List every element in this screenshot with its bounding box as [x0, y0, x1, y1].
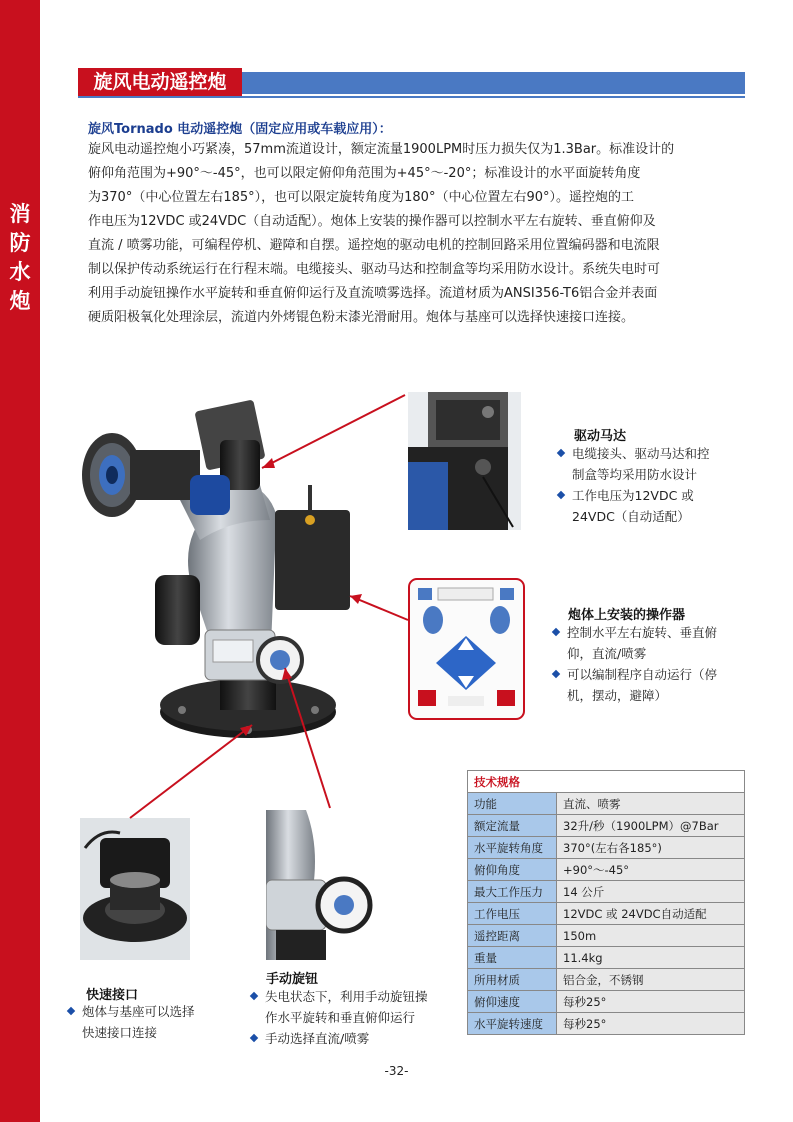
- list-item: 电缆接头、驱动马达和控 制盒等均采用防水设计: [556, 443, 756, 485]
- side-color-bar: [0, 0, 40, 1122]
- spec-value: 370°(左右各185°): [557, 837, 745, 859]
- spec-key: 工作电压: [468, 903, 557, 925]
- spec-value: 150m: [557, 925, 745, 947]
- table-row: [468, 925, 745, 947]
- table-row: [468, 1013, 745, 1035]
- spec-key: 最大工作压力: [468, 881, 557, 903]
- intro-line: 利用手动旋钮操作水平旋转和垂直俯仰运行及直流喷雾选择。流道材质为ANSI356-T6铝合金并表面: [88, 286, 658, 301]
- intro-paragraph: [88, 138, 738, 330]
- spec-key: 功能: [468, 793, 557, 815]
- spec-value: 铝合金，不锈钢: [557, 969, 745, 991]
- list-item: 手动选择直流/喷雾: [249, 1028, 459, 1049]
- list-item: 工作电压为12VDC 或 24VDC（自动适配）: [556, 485, 756, 527]
- quick-callout-list: [66, 1001, 236, 1043]
- spec-key: 额定流量: [468, 815, 557, 837]
- intro-line: 硬质阳极氧化处理涂层，流道内外烤锟色粉末漆光滑耐用。炮体与基座可以选择快速接口连接。: [88, 310, 635, 325]
- drive-motor-photo: [408, 392, 521, 530]
- motor-callout-list: [556, 443, 756, 527]
- table-row: [468, 991, 745, 1013]
- spec-value: 每秒25°: [557, 1013, 745, 1035]
- side-char: 防: [9, 231, 31, 255]
- intro-line: 制以保护传动系统运行在行程末端。电缆接头、驱动马达和控制盒等均采用防水设计。系统失电时可: [88, 262, 661, 277]
- table-row: [468, 969, 745, 991]
- spec-value: 每秒25°: [557, 991, 745, 1013]
- table-row: [468, 859, 745, 881]
- quick-connect-photo: [80, 818, 190, 960]
- spec-header-row: [468, 771, 745, 793]
- spec-key: 水平旋转速度: [468, 1013, 557, 1035]
- side-char: 炮: [9, 289, 31, 313]
- title-accent-bar: [242, 72, 745, 94]
- list-item: 控制水平左右旋转、垂直俯 仰，直流/喷雾: [551, 622, 751, 664]
- list-item: 失电状态下，利用手动旋钮操 作水平旋转和垂直俯仰运行: [249, 986, 459, 1028]
- spec-key: 俯仰角度: [468, 859, 557, 881]
- intro-line: 俯仰角范围为+90°～-45°，也可以限定俯仰角范围为+45°～-20°；标准设计的水平面旋转角度: [88, 166, 641, 181]
- table-row: [468, 815, 745, 837]
- spec-key: 俯仰速度: [468, 991, 557, 1013]
- product-subtitle: 旋风Tornado 电动遥控炮（固定应用或车载应用）：: [88, 122, 392, 137]
- spec-value: +90°～-45°: [557, 859, 745, 881]
- spec-title: 技术规格: [468, 771, 745, 793]
- intro-line: 为370°（中心位置左右185°），也可以限定旋转角度为180°（中心位置左右90°）。遥控炮的工: [88, 190, 634, 205]
- spec-value: 14 公斤: [557, 881, 745, 903]
- spec-key: 所用材质: [468, 969, 557, 991]
- quick-callout-title: 快速接口: [86, 988, 139, 1003]
- monitor-main-photo: [70, 380, 370, 770]
- title-underline: [78, 96, 745, 98]
- page-title: 旋风电动遥控炮: [78, 68, 242, 96]
- page-number: -32-: [384, 1064, 409, 1078]
- spec-key: 重量: [468, 947, 557, 969]
- list-item: 炮体与基座可以选择 快速接口连接: [66, 1001, 236, 1043]
- table-row: [468, 837, 745, 859]
- motor-callout-title: 驱动马达: [574, 429, 627, 444]
- side-char: 水: [9, 260, 31, 284]
- spec-value: 32升/秒（1900LPM）@7Bar: [557, 815, 745, 837]
- intro-line: 作电压为12VDC 或24VDC（自动适配）。炮体上安装的操作器可以控制水平左右旋转、垂直俯仰及: [88, 214, 656, 229]
- intro-line: 旋风电动遥控炮小巧紧凑，57mm流道设计，额定流量1900LPM时压力损失仅为1.3Bar。标准设计的: [88, 142, 675, 157]
- spec-value: 12VDC 或 24VDC自动适配: [557, 903, 745, 925]
- side-section-label: [0, 200, 40, 316]
- side-char: 消: [9, 202, 31, 226]
- spec-table: [467, 770, 745, 1035]
- operator-callout-list: [551, 622, 751, 706]
- knob-callout-title: 手动旋钮: [266, 972, 319, 987]
- spec-value: 直流、喷雾: [557, 793, 745, 815]
- operator-callout-title: 炮体上安装的操作器: [568, 608, 686, 623]
- list-item: 可以编制程序自动运行（停 机，摆动，避障）: [551, 664, 751, 706]
- intro-line: 直流 / 喷雾功能，可编程停机、避障和自摆。遥控炮的驱动电机的控制回路采用位置编码器和电流限: [88, 238, 660, 253]
- spec-key: 水平旋转角度: [468, 837, 557, 859]
- table-row: [468, 947, 745, 969]
- spec-value: 11.4kg: [557, 947, 745, 969]
- manual-knob-photo: [266, 810, 374, 960]
- table-row: [468, 793, 745, 815]
- operator-panel-photo: [408, 578, 525, 720]
- knob-callout-list: [249, 986, 459, 1049]
- table-row: [468, 881, 745, 903]
- table-row: [468, 903, 745, 925]
- spec-key: 遥控距离: [468, 925, 557, 947]
